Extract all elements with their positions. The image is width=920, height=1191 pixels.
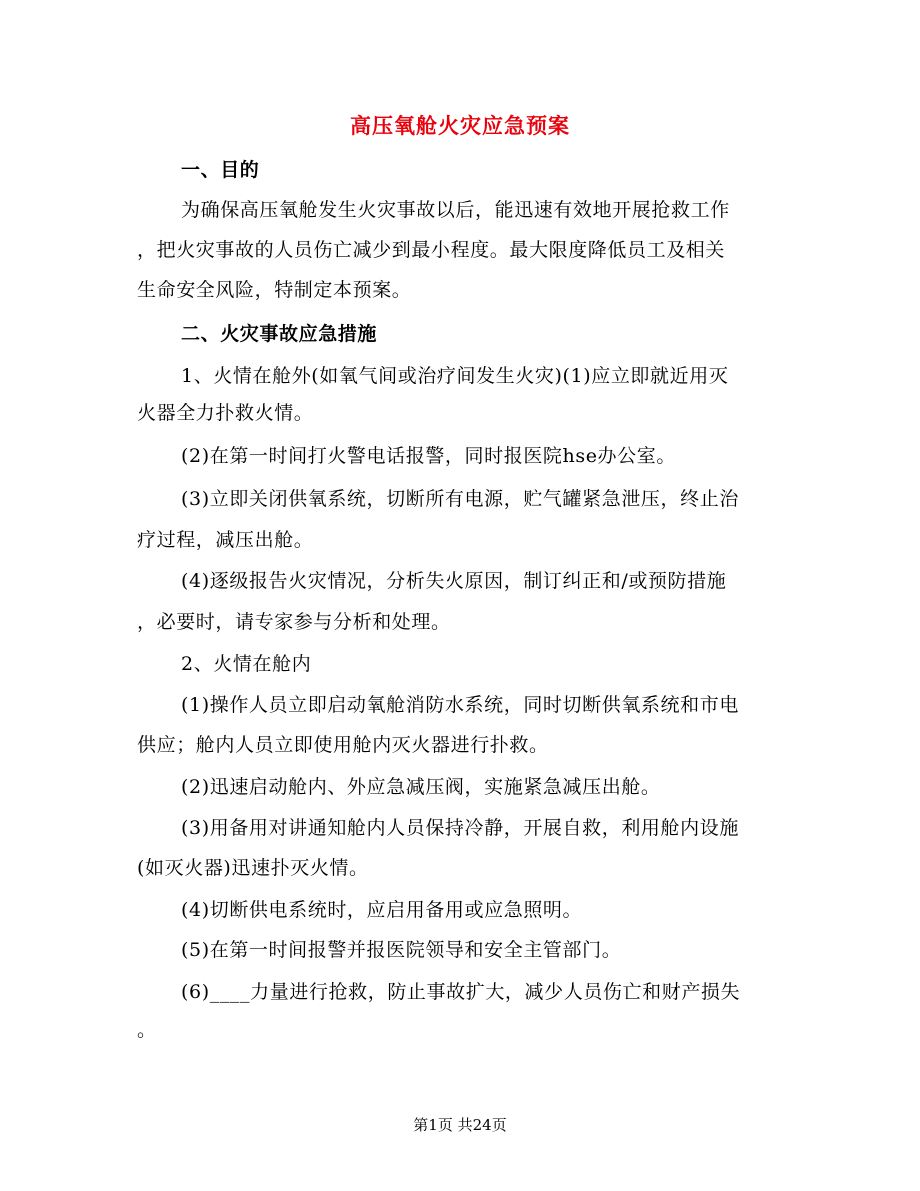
- paragraph-line: (3)用备用对讲通知舱内人员保持冷静，开展自救，利用舱内设施: [181, 817, 739, 839]
- paragraph-line: ，把火灾事故的人员伤亡减少到最小程度。最大限度降低员工及相关: [137, 239, 726, 261]
- paragraph-line: 疗过程，减压出舱。: [137, 529, 314, 551]
- paragraph-line: 火器全力扑救火情。: [137, 402, 314, 424]
- paragraph-line: (2)迅速启动舱内、外应急减压阀，实施紧急减压出舱。: [181, 776, 661, 798]
- paragraph-line: (5)在第一时间报警并报医院领导和安全主管部门。: [181, 939, 622, 961]
- page-number: 第1页 共24页: [413, 1116, 507, 1134]
- paragraph-line: (4)逐级报告火灾情况，分析失火原因，制订纠正和/或预防措施: [181, 570, 727, 592]
- paragraph-line: (4)切断供电系统时，应启用备用或应急照明。: [181, 899, 583, 921]
- document-title: 高压氧舱火灾应急预案: [350, 113, 570, 138]
- paragraph-line: 供应；舱内人员立即使用舱内灭火器进行扑救。: [137, 734, 549, 756]
- paragraph-line: ，必要时，请专家参与分析和处理。: [137, 611, 451, 633]
- paragraph-line: 1、火情在舱外(如氧气间或治疗间发生火灾)(1)应立即就近用灭: [181, 365, 729, 387]
- section-heading-measures: 二、火灾事故应急措施: [181, 323, 378, 345]
- paragraph-line: (如灭火器)迅速扑灭火情。: [137, 857, 369, 879]
- paragraph-line: 。: [137, 1019, 157, 1041]
- paragraph-line: 生命安全风险，特制定本预案。: [137, 279, 412, 301]
- paragraph-line: (3)立即关闭供氧系统，切断所有电源，贮气罐紧急泄压，终止治: [181, 488, 739, 510]
- subsection-heading: 2、火情在舱内: [181, 653, 312, 675]
- paragraph-line: (2)在第一时间打火警电话报警，同时报医院hse办公室。: [181, 445, 676, 467]
- paragraph-line: (1)操作人员立即启动氧舱消防水系统，同时切断供氧系统和市电: [181, 694, 739, 716]
- paragraph-line: 为确保高压氧舱发生火灾事故以后，能迅速有效地开展抢救工作: [181, 199, 730, 221]
- paragraph-line: (6)____力量进行抢救，防止事故扩大，减少人员伤亡和财产损失: [181, 981, 741, 1003]
- section-heading-purpose: 一、目的: [181, 159, 260, 181]
